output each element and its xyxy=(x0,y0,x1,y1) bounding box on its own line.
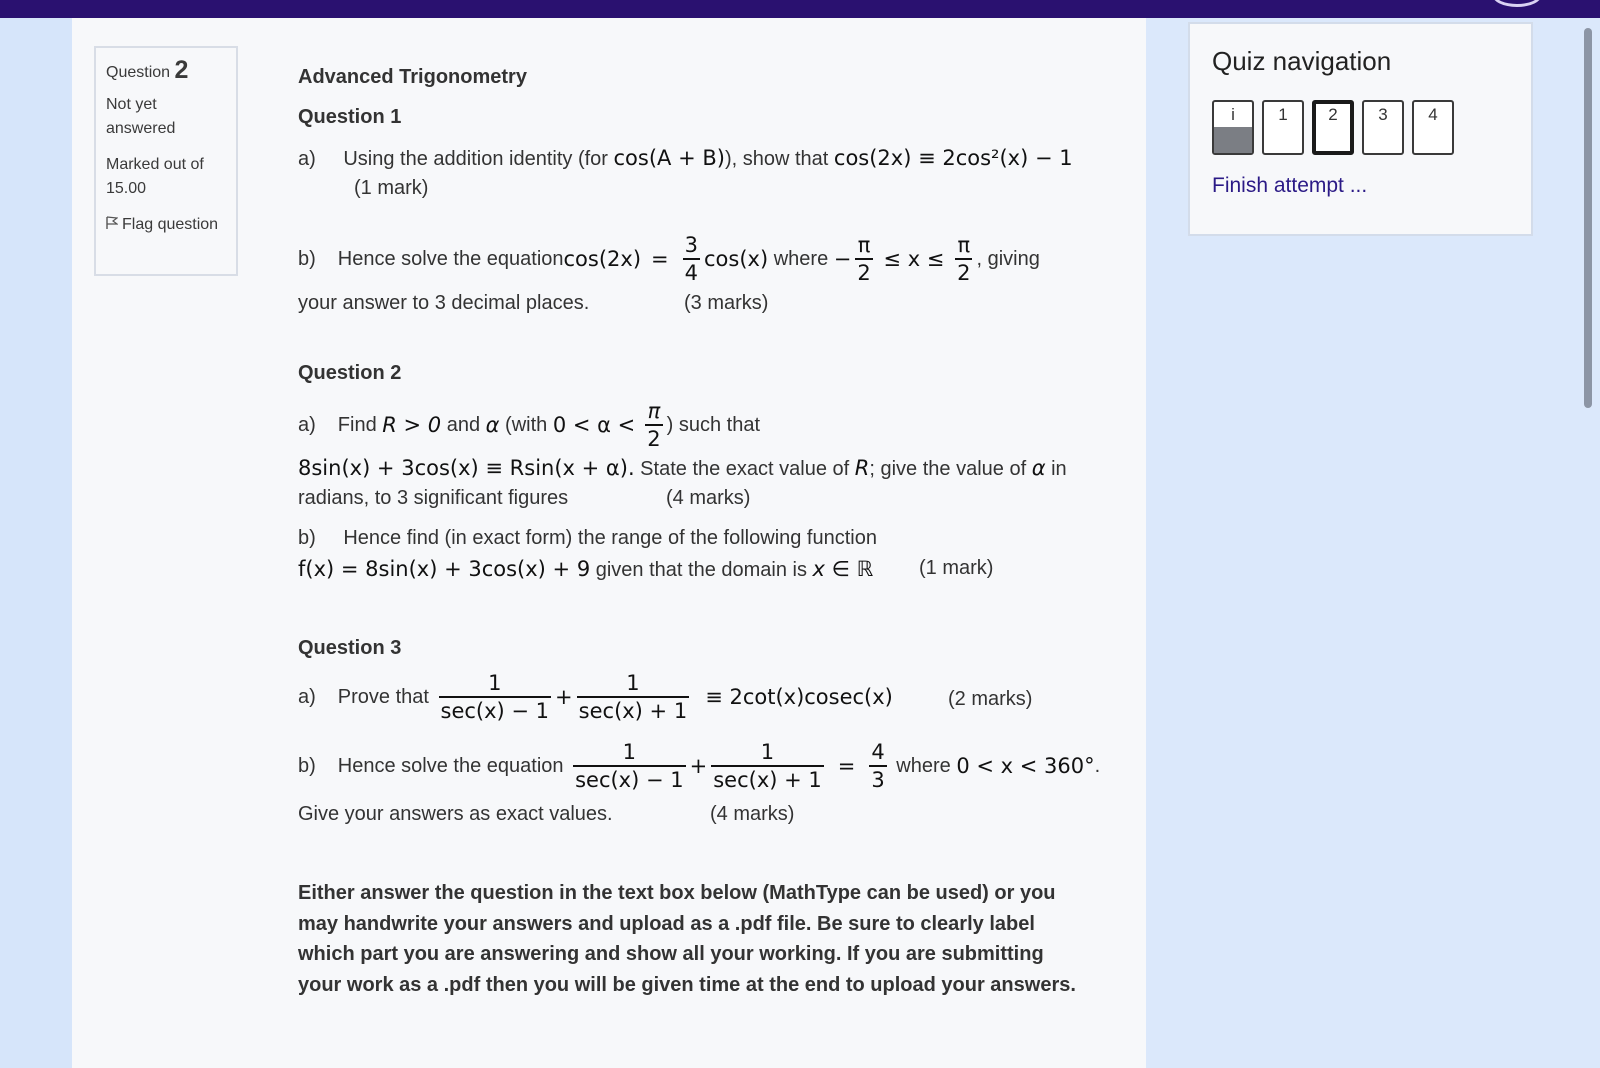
answered-fill xyxy=(1214,127,1252,153)
answer-status: Not yet answered xyxy=(106,96,176,137)
q3-heading: Question 3 xyxy=(298,637,402,659)
fraction: $\frac{1}{\sec(x) + 1}$ xyxy=(578,671,688,723)
fraction: $\frac{4}{3}$ xyxy=(871,740,885,792)
q2a-line3: radians, to 3 significant figures xyxy=(298,487,569,509)
quiz-navigation-title: Quiz navigation xyxy=(1212,46,1392,76)
fraction: $\frac{\pi}{2}$ xyxy=(647,399,661,451)
q3b-line2: Give your answers as exact values. xyxy=(298,803,613,825)
question-info-box xyxy=(94,46,238,276)
nav-button-1[interactable]: 1 xyxy=(1262,100,1304,155)
question-number: Question 2 xyxy=(106,56,189,84)
page-scrollbar[interactable] xyxy=(1584,28,1592,408)
nav-button-info[interactable]: i xyxy=(1212,100,1254,155)
q1-heading: Question 1 xyxy=(298,106,402,128)
fraction: $\frac{1}{\sec(x) - 1}$ xyxy=(440,671,550,723)
fraction: $\frac{1}{\sec(x) + 1}$ xyxy=(713,740,822,792)
top-navbar xyxy=(0,0,1600,18)
flag-question-link[interactable] xyxy=(106,213,226,237)
q2a-line2: 8sin(x) + 3cos(x) ≡ Rsin(x + α). State the exact value of R; give the value of α in xyxy=(298,456,1067,480)
answer-instructions: Either answer the question in the text box below (MathType can be used) or you may handwrite your answers and upload as a .pdf file. Be sure to clearly label which part you are answering and show all your working. If you are submitting your work as a .pdf then you will be given time at the end to upload your answers. xyxy=(298,882,1076,996)
q1a-marks: (1 mark) xyxy=(354,177,429,199)
flag-label: Flag question xyxy=(122,216,219,233)
fraction: $\frac{\pi}{2}$ xyxy=(957,233,971,285)
page-title: Advanced Trigonometry xyxy=(298,66,527,88)
flag-icon xyxy=(106,216,118,230)
q3a-marks: (2 marks) xyxy=(948,688,1033,710)
q1b-line2: your answer to 3 decimal places. xyxy=(298,292,590,314)
marked-out-of: Marked out of 15.00 xyxy=(106,156,204,197)
nav-button-4[interactable]: 4 xyxy=(1412,100,1454,155)
q2b-marks: (1 mark) xyxy=(919,557,994,579)
nav-button-3[interactable]: 3 xyxy=(1362,100,1404,155)
q2a-line: a) Find R > 0 and α (with 0 < α < $\frac{\pi}{2}$ ) such that xyxy=(298,399,761,451)
q1b-line: b) Hence solve the equation cos(2x) = $\frac{3}{4}$ cos(x) where − $\frac{\pi}{2}$ ≤ x ≤ $\frac{\pi}{2}$ , giving xyxy=(298,233,1040,285)
q2a-marks: (4 marks) xyxy=(666,487,751,509)
q2b-line2: f(x) = 8sin(x) + 3cos(x) + 9 given that the domain is x ∈ ℝ xyxy=(298,557,874,581)
fraction: $\frac{1}{\sec(x) - 1}$ xyxy=(575,740,684,792)
quiz-navigation-panel xyxy=(1188,22,1533,236)
q3b-line: b) Hence solve the equation $\frac{1}{\sec(x) - 1}$ + $\frac{1}{\sec(x) + 1}$ = $\frac{4}{3}$ where 0 < x < 360° . xyxy=(298,740,1101,792)
fraction: $\frac{3}{4}$ xyxy=(684,233,699,285)
q2b-line: b) Hence find (in exact form) the range of the following function xyxy=(298,527,877,549)
q1a-line: a) Using the addition identity (for cos(A + B)), show that cos(2x) ≡ 2cos²(x) − 1 xyxy=(298,146,1073,170)
page-margin xyxy=(0,18,72,1068)
q3a-line: a) Prove that $\frac{1}{\sec(x) - 1}$ + $\frac{1}{\sec(x) + 1}$ ≡ 2cot(x)cosec(x) xyxy=(298,671,893,723)
finish-attempt-link[interactable]: Finish attempt ... xyxy=(1212,174,1368,197)
fraction: $\frac{\pi}{2}$ xyxy=(857,233,871,285)
q3b-marks: (4 marks) xyxy=(710,803,795,825)
q1b-marks: (3 marks) xyxy=(684,292,769,314)
user-avatar[interactable] xyxy=(1492,0,1542,7)
q2-heading: Question 2 xyxy=(298,362,402,384)
nav-button-2[interactable]: 2 xyxy=(1312,100,1354,155)
